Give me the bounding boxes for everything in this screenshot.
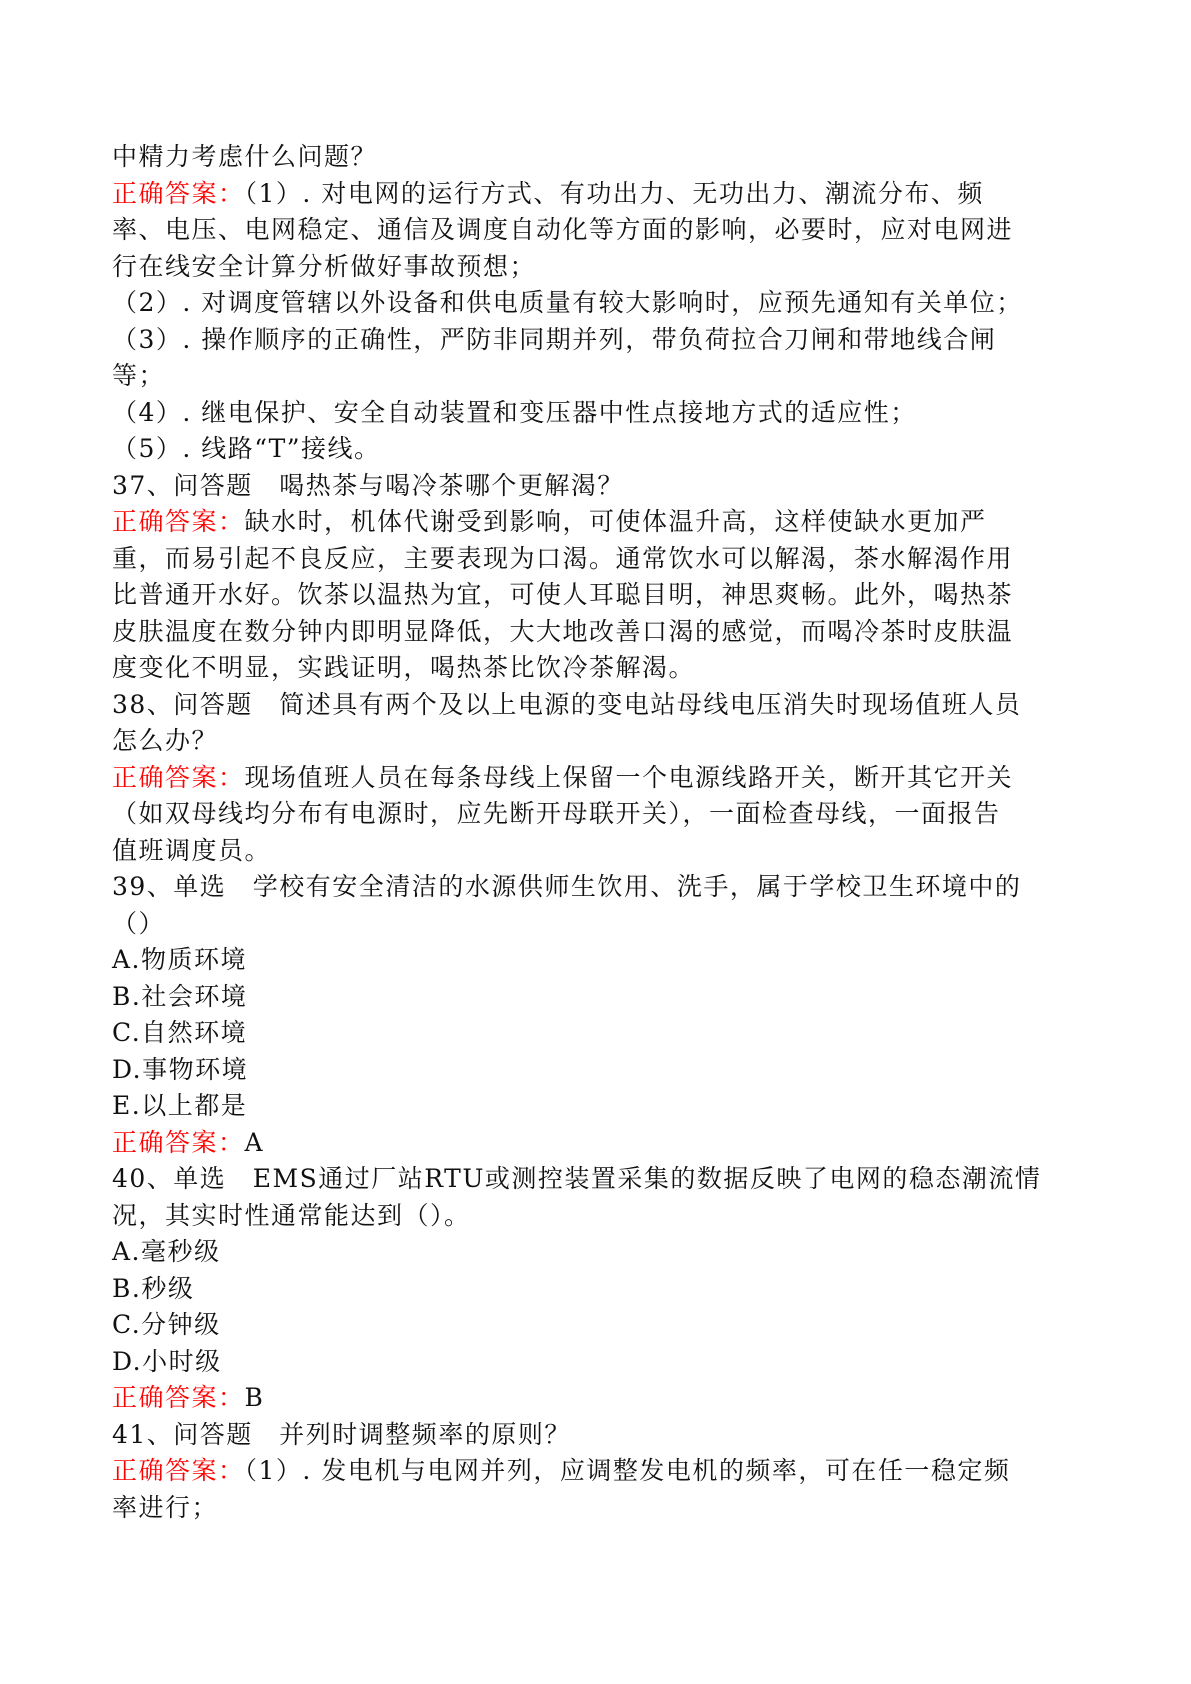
question-line: [112, 979, 1072, 1016]
line-text: 皮肤温度在数分钟内即明显降低，大大地改善口渴的感觉，而喝冷茶时皮肤温: [112, 616, 1014, 646]
answer-line: [112, 833, 1072, 870]
answer-line: [112, 212, 1072, 249]
answer-line: [112, 614, 1072, 651]
answer-line: [112, 760, 1072, 797]
line-text: （）: [112, 908, 166, 938]
answer-line: [112, 358, 1072, 395]
line-text: D.小时级: [112, 1346, 222, 1376]
line-text: B.秒级: [112, 1273, 195, 1303]
line-text: 38、问答题 简述具有两个及以上电源的变电站母线电压消失时现场值班人员: [112, 689, 1022, 719]
line-text: 率进行；: [112, 1492, 219, 1522]
line-text: （1）. 对电网的运行方式、有功出力、无功出力、潮流分布、频: [244, 178, 984, 208]
line-text: A: [244, 1127, 265, 1157]
document-page: [112, 139, 1072, 1526]
line-text: B: [244, 1383, 265, 1412]
line-text: （2）. 对调度管辖以外设备和供电质量有较大影响时，应预先通知有关单位；: [112, 288, 1023, 317]
line-text: C.分钟级: [112, 1310, 221, 1339]
answer-line: [112, 1453, 1072, 1490]
question-line: [112, 1052, 1072, 1089]
question-line: [112, 723, 1072, 760]
line-text: （4）. 继电保护、安全自动装置和变压器中性点接地方式的适应性；: [112, 397, 917, 427]
question-line: [112, 1307, 1072, 1344]
line-text: 现场值班人员在每条母线上保留一个电源线路开关，断开其它开关: [244, 762, 1014, 792]
line-text: 比普通开水好。饮茶以温热为宜，可使人耳聪目明，神思爽畅。此外，喝热茶: [112, 580, 1014, 609]
answer-line: [112, 796, 1072, 833]
line-text: （1）. 发电机与电网并列，应调整发电机的频率，可在任一稳定频: [244, 1456, 1011, 1485]
answer-line: [112, 1125, 1072, 1162]
answer-line: [112, 650, 1072, 687]
line-text: 行在线安全计算分析做好事故预想；: [112, 251, 537, 281]
line-text: B.社会环境: [112, 981, 248, 1011]
answer-line: [112, 541, 1072, 578]
answer-line: [112, 431, 1072, 468]
answer-label: 正确答案：: [112, 1456, 245, 1485]
question-line: [112, 1344, 1072, 1381]
question-title: [112, 468, 1072, 505]
question-line: [112, 906, 1072, 943]
line-text: 37、问答题 喝热茶与喝冷茶哪个更解渴？: [112, 470, 624, 500]
line-text: D.事物环境: [112, 1054, 249, 1084]
line-text: 等；: [112, 361, 166, 390]
question-line: [112, 1088, 1072, 1125]
line-text: 39、单选 学校有安全清洁的水源供师生饮用、洗手，属于学校卫生环境中的: [112, 872, 1022, 901]
question-title: [112, 869, 1072, 906]
line-text: 怎么办？: [112, 726, 219, 755]
question-line: [112, 1271, 1072, 1308]
line-text: 中精力考虑什么问题？: [112, 142, 378, 171]
question-line: [112, 942, 1072, 979]
line-text: 缺水时，机体代谢受到影响，可使体温升高，这样使缺水更加严: [244, 507, 987, 536]
text-line: [112, 139, 1072, 176]
answer-label: 正确答案：: [112, 1383, 245, 1412]
question-line: [112, 1234, 1072, 1271]
answer-line: [112, 577, 1072, 614]
answer-line: [112, 1490, 1072, 1527]
line-text: 度变化不明显，实践证明，喝热茶比饮冷茶解渴。: [112, 653, 696, 682]
answer-line: [112, 395, 1072, 432]
line-text: 40、单选 EMS通过厂站RTU或测控装置采集的数据反映了电网的稳态潮流情: [112, 1164, 1042, 1193]
answer-label: 正确答案：: [112, 507, 245, 536]
line-text: A.物质环境: [112, 945, 248, 974]
line-text: 况，其实时性通常能达到（）。: [112, 1200, 471, 1230]
line-text: 重，而易引起不良反应，主要表现为口渴。通常饮水可以解渴，茶水解渴作用: [112, 543, 1014, 573]
answer-line: [112, 176, 1072, 213]
answer-line: [112, 249, 1072, 286]
line-text: A.毫秒级: [112, 1237, 221, 1266]
question-line: [112, 1198, 1072, 1235]
question-title: [112, 1417, 1072, 1454]
line-text: 41、问答题 并列时调整频率的原则？: [112, 1419, 571, 1449]
question-line: [112, 1015, 1072, 1052]
line-text: （5）. 线路“T”接线。: [112, 434, 381, 463]
answer-line: [112, 322, 1072, 359]
line-text: 率、电压、电网稳定、通信及调度自动化等方面的影响，必要时，应对电网进: [112, 215, 1014, 244]
line-text: （如双母线均分布有电源时，应先断开母联开关），一面检查母线，一面报告: [112, 799, 1001, 828]
answer-label: 正确答案：: [112, 1127, 245, 1157]
answer-line: [112, 504, 1072, 541]
line-text: 值班调度员。: [112, 835, 272, 865]
question-title: [112, 1161, 1072, 1198]
line-text: E.以上都是: [112, 1091, 248, 1120]
line-text: （3）. 操作顺序的正确性，严防非同期并列，带负荷拉合刀闸和带地线合闸: [112, 324, 997, 354]
answer-line: [112, 285, 1072, 322]
answer-label: 正确答案：: [112, 762, 245, 792]
answer-line: [112, 1380, 1072, 1417]
question-title: [112, 687, 1072, 724]
line-text: C.自然环境: [112, 1018, 248, 1047]
answer-label: 正确答案：: [112, 178, 245, 208]
